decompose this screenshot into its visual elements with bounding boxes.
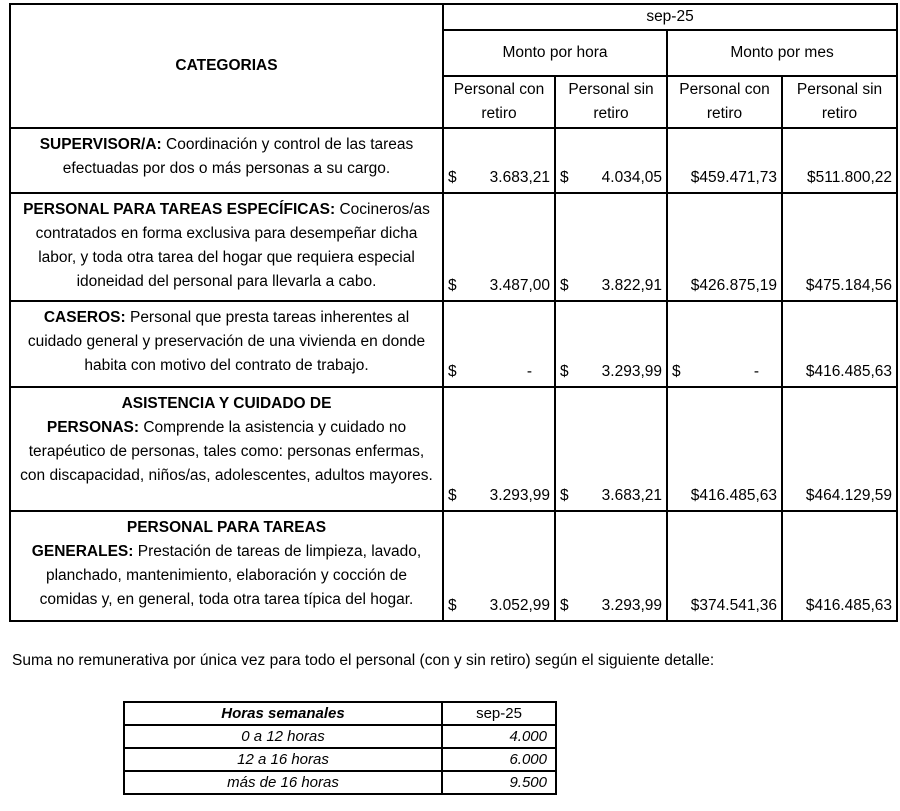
table-row	[10, 128, 897, 193]
currency-symbol: $	[560, 487, 569, 504]
hours-range: 12 a 16 horas	[124, 748, 442, 771]
categories-header: CATEGORIAS	[10, 4, 443, 128]
amount: $416.485,63	[805, 597, 893, 614]
month-sin-retiro-cell	[782, 511, 897, 621]
hour-sin-retiro-cell	[555, 301, 667, 387]
amount: $511.800,22	[806, 169, 893, 186]
hour-con-retiro-cell	[443, 301, 555, 387]
amount: 3.052,99	[489, 597, 550, 614]
currency-symbol: $	[448, 169, 457, 186]
group-hour-header: Monto por hora	[443, 30, 667, 76]
period-header: sep-25	[443, 4, 897, 30]
col-hour-sin-retiro: Personal sin retiro	[555, 76, 667, 128]
month-con-retiro-cell	[667, 511, 782, 621]
col-hour-con-retiro: Personal con retiro	[443, 76, 555, 128]
table-row	[10, 301, 897, 387]
category-description	[10, 387, 443, 511]
month-sin-retiro-cell	[782, 128, 897, 193]
category-title: PERSONAL PARA TAREAS	[126, 519, 327, 536]
table-row	[10, 511, 897, 621]
hours-amount: 4.000	[442, 725, 556, 748]
month-sin-retiro-cell	[782, 387, 897, 511]
hour-sin-retiro-cell	[555, 193, 667, 301]
col-month-sin-retiro: Personal sin retiro	[782, 76, 897, 128]
month-con-retiro-cell	[667, 387, 782, 511]
amount: 3.293,99	[489, 487, 550, 504]
currency-symbol: $	[448, 597, 457, 614]
currency-symbol: $	[448, 277, 457, 294]
amount: $459.471,73	[690, 169, 777, 186]
category-title-cont: PERSONAS:	[46, 419, 140, 436]
hour-con-retiro-cell	[443, 387, 555, 511]
table-row	[10, 387, 897, 511]
hour-con-retiro-cell	[443, 511, 555, 621]
category-text: Personal que presta tareas inherentes al cuidado general y preservación de una vivienda en donde habita con motivo del contrato de trabajo.	[27, 309, 426, 374]
table-row	[124, 725, 556, 748]
amount: 3.293,99	[601, 363, 662, 380]
amount: 3.683,21	[489, 169, 550, 186]
non-remunerative-note: Suma no remunerativa por única vez para todo el personal (con y sin retiro) según el siguiente detalle:	[12, 652, 715, 669]
category-description	[10, 301, 443, 387]
amount: 3.293,99	[601, 597, 662, 614]
hours-range: más de 16 horas	[124, 771, 442, 794]
hour-sin-retiro-cell	[555, 511, 667, 621]
currency-symbol: $	[560, 363, 569, 380]
category-title: PERSONAL PARA TAREAS ESPECÍFICAS:	[23, 201, 336, 218]
amount: $426.875,19	[690, 277, 777, 294]
hour-con-retiro-cell	[443, 193, 555, 301]
wage-table	[9, 3, 898, 622]
month-sin-retiro-cell	[782, 301, 897, 387]
amount: $475.184,56	[805, 277, 893, 294]
hour-sin-retiro-cell	[555, 387, 667, 511]
table-row	[124, 748, 556, 771]
amount: -	[753, 363, 759, 380]
month-con-retiro-cell	[667, 193, 782, 301]
hours-period-header: sep-25	[442, 702, 556, 725]
currency-symbol: $	[672, 363, 681, 380]
col-month-con-retiro: Personal con retiro	[667, 76, 782, 128]
category-description	[10, 193, 443, 301]
hours-amount: 9.500	[442, 771, 556, 794]
amount: $374.541,36	[690, 597, 777, 614]
weekly-hours-table	[123, 701, 557, 795]
currency-symbol: $	[560, 277, 569, 294]
category-text: Prestación de tareas de limpieza, lavado, planchado, mantenimiento, elaboración y cocción de comidas y, en general, toda otra tarea típica del hogar.	[39, 543, 422, 608]
table-row	[124, 771, 556, 794]
month-con-retiro-cell	[667, 301, 782, 387]
hours-header: Horas semanales	[124, 702, 442, 725]
month-con-retiro-cell	[667, 128, 782, 193]
currency-symbol: $	[560, 597, 569, 614]
amount: 4.034,05	[601, 169, 662, 186]
category-description	[10, 511, 443, 621]
table-row	[10, 193, 897, 301]
amount: -	[526, 363, 532, 380]
month-sin-retiro-cell	[782, 193, 897, 301]
currency-symbol: $	[560, 169, 569, 186]
category-title: SUPERVISOR/A:	[39, 136, 162, 153]
group-month-header: Monto por mes	[667, 30, 897, 76]
category-text: Cocineros/as contratados en forma exclusiva para desempeñar dicha labor, y toda otra tarea del hogar que requiera especial idoneidad del personal para llevarla a cabo.	[35, 201, 430, 290]
amount: 3.822,91	[601, 277, 662, 294]
amount: 3.487,00	[489, 277, 550, 294]
amount: 3.683,21	[601, 487, 662, 504]
amount: $416.485,63	[805, 363, 893, 380]
amount: $464.129,59	[805, 487, 893, 504]
hours-range: 0 a 12 horas	[124, 725, 442, 748]
category-title: CASEROS:	[43, 309, 126, 326]
hour-con-retiro-cell	[443, 128, 555, 193]
category-title: ASISTENCIA Y CUIDADO DE	[121, 395, 332, 412]
category-title-cont: GENERALES:	[31, 543, 134, 560]
hour-sin-retiro-cell	[555, 128, 667, 193]
category-description	[10, 128, 443, 193]
amount: $416.485,63	[690, 487, 777, 504]
currency-symbol: $	[448, 487, 457, 504]
hours-amount: 6.000	[442, 748, 556, 771]
category-text: Coordinación y control de las tareas efectuadas por dos o más personas a su cargo.	[62, 136, 414, 177]
currency-symbol: $	[448, 363, 457, 380]
category-text: Comprende la asistencia y cuidado no terapéutico de personas, tales como: personas enfermas, con discapacidad, niños/as, adolescentes, adultos mayores.	[20, 419, 433, 484]
